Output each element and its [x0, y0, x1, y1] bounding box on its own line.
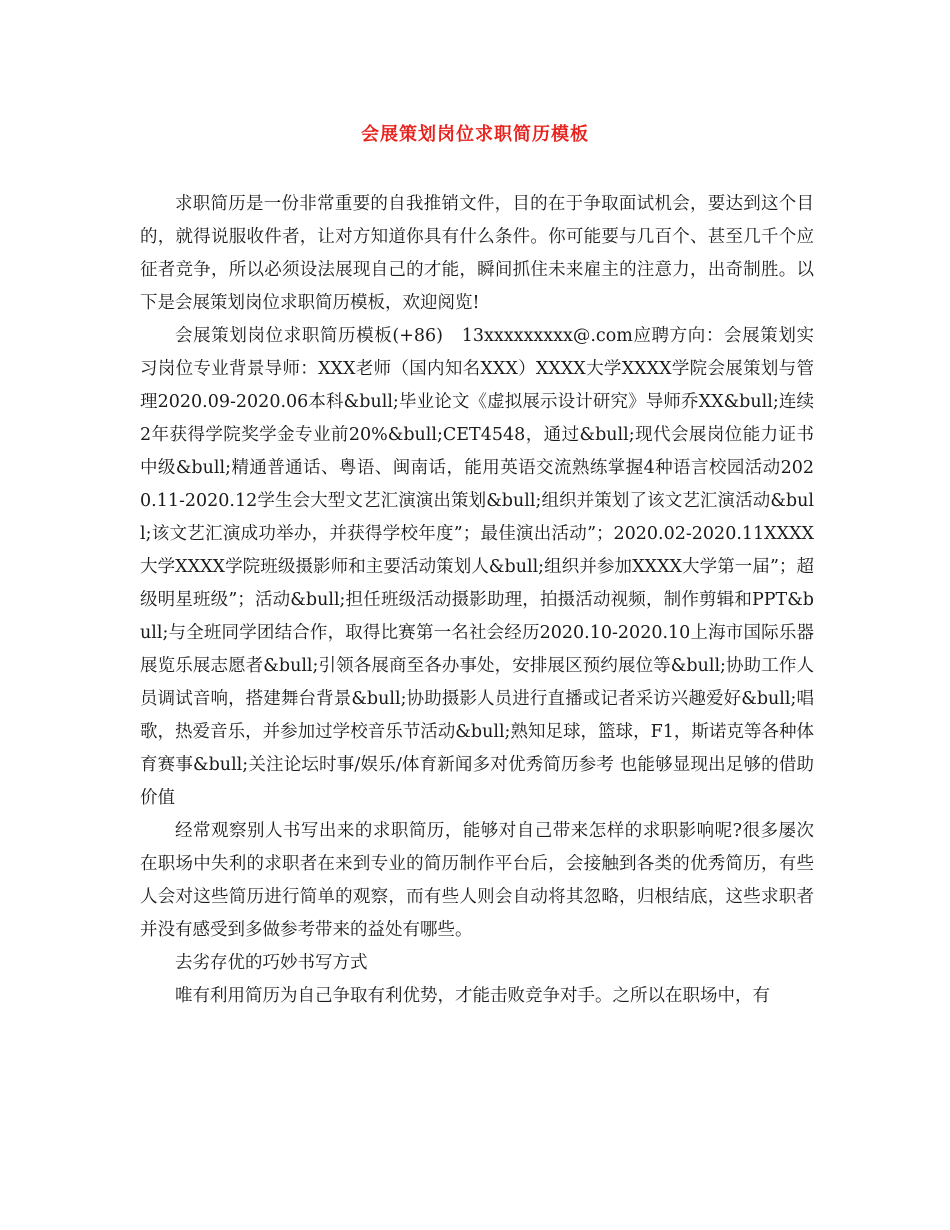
document-title: 会展策划岗位求职简历模板: [361, 124, 589, 145]
paragraph-advantage: 唯有利用简历为自己争取有利优势，才能击败竞争对手。之所以在职场中，有: [175, 986, 770, 1006]
paragraph-resume-template: 会展策划岗位求职简历模板(+86) 13xxxxxxxxx@.com应聘方向：会展策划实习岗位专业背景导师：XXX老师（国内知名XXX）XXXX大学XXXX学院会展策划与管理2020.09-2020.06本科&bull;毕业论文《虚拟展示设计研究》导师乔XX&bull;连续2年获得学院奖学金专业前20%&bull;CET4548，通过&bull;现代会展岗位能力证书中级&bull;精通普通话、粤语、闽南话，能用英语交流熟练掌握4种语言校园活动2020.11-2020.12学生会大型文艺汇演演出策划&bull;组织并策划了该文艺汇演活动&bull;该文艺汇演成功举办，并获得学校年度”；最佳演出活动”；2020.02-2020.11XXXX大学XXXX学院班级摄影师和主要活动策划人&bull;组织并参加XXXX大学第一届”；超级明星班级”；活动&bull;担任班级活动摄影助理，拍摄活动视频，制作剪辑和PPT&bull;与全班同学团结合作，取得比赛第一名社会经历2020.10-2020.10上海市国际乐器展览乐展志愿者&bull;引领各展商至各办事处，安排展区预约展位等&bull;协助工作人员调试音响，搭建舞台背景&bull;协助摄影人员进行直播或记者采访兴趣爱好&bull;唱歌，热爱音乐，并参加过学校音乐节活动&bull;熟知足球，篮球，F1，斯诺克等各种体育赛事&bull;关注论坛时事/娱乐/体育新闻多对优秀简历参考 也能够显现出足够的借助价值: [140, 326, 814, 808]
paragraph-observation: 经常观察别人书写出来的求职简历，能够对自己带来怎样的求职影响呢?很多屡次在职场中失利的求职者在来到专业的简历制作平台后，会接触到各类的优秀简历，有些人会对这些简历进行简单的观察，而有些人则会自动将其忽略，归根结底，这些求职者并没有感受到多做参考带来的益处有哪些。: [140, 821, 814, 940]
paragraph-subheading: 去劣存优的巧妙书写方式: [175, 953, 368, 973]
document-body: [140, 188, 814, 1013]
paragraph-intro: 求职简历是一份非常重要的自我推销文件，目的在于争取面试机会，要达到这个目的，就得说服收件者，让对方知道你具有什么条件。你可能要与几百个、甚至几千个应征者竞争，所以必须设法展现自己的才能，瞬间抓住未来雇主的注意力，出奇制胜。以下是会展策划岗位求职简历模板，欢迎阅览!: [140, 194, 814, 313]
